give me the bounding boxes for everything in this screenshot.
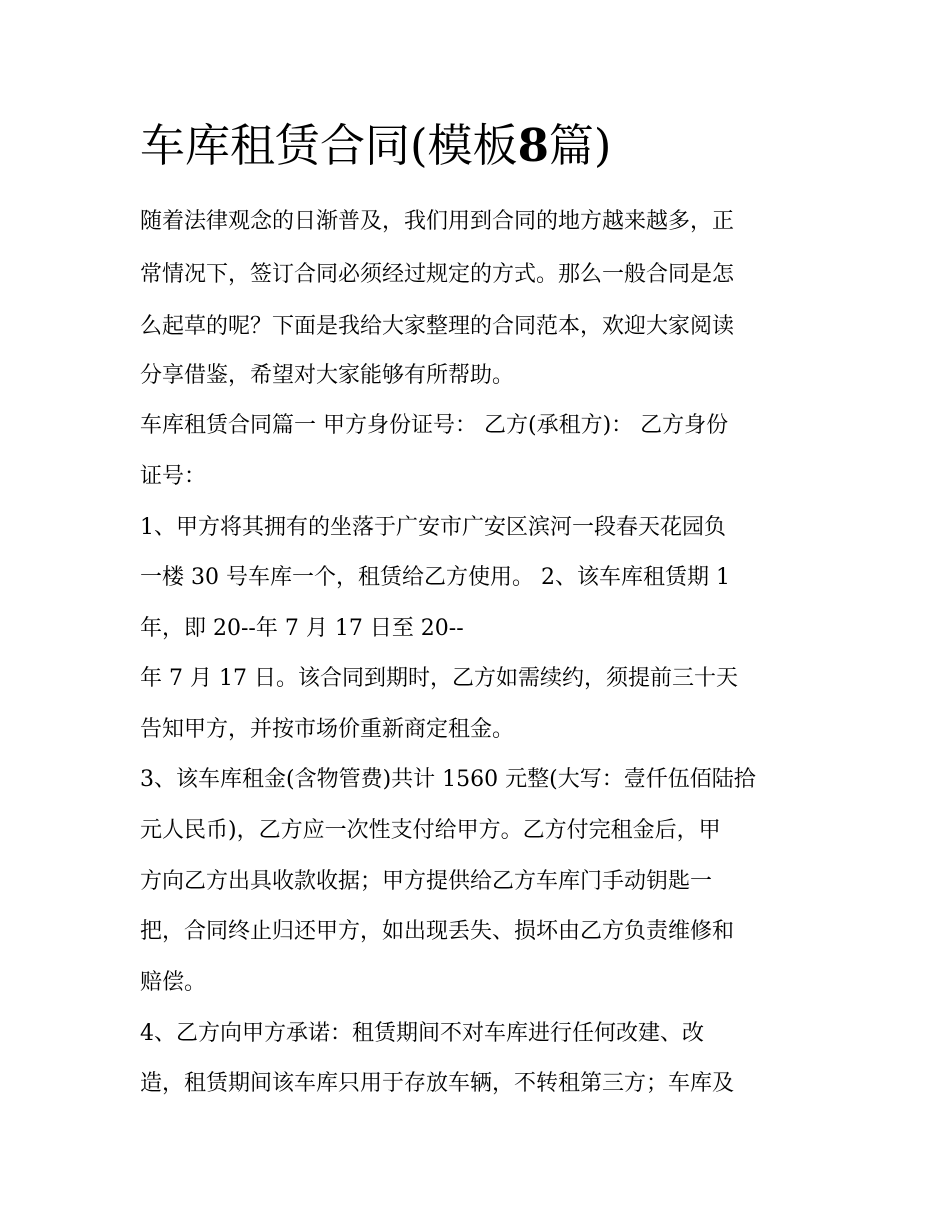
body-line: 1、甲方将其拥有的坐落于广安市广安区滨河一段春天花园负 [140,515,726,540]
body-line: 3、该车库租金(含物管费)共计 1560 元整(大写：壹仟伍佰陆拾 [140,767,756,792]
body-line: 证号： [140,464,207,489]
body-line: 方向乙方出具收款收据；甲方提供给乙方车库门手动钥匙一 [140,869,713,894]
body-line: 么起草的呢？下面是我给大家整理的合同范本，欢迎大家阅读 [140,314,735,339]
body-line: 4、乙方向甲方承诺：租赁期间不对车库进行任何改建、改 [140,1021,704,1046]
body-line: 随着法律观念的日渐普及，我们用到合同的地方越来越多，正 [140,209,735,234]
body-line: 告知甲方，并按市场价重新商定租金。 [140,717,515,742]
body-line: 造，租赁期间该车库只用于存放车辆，不转租第三方；车库及 [140,1071,735,1096]
document-title [140,116,611,176]
body-line: 常情况下，签订合同必须经过规定的方式。那么一般合同是怎 [140,262,735,287]
title-number: 8 [517,119,549,172]
body-line: 车库租赁合同篇一 甲方身份证号： 乙方(承租方)： 乙方身份 [140,413,729,438]
title-prefix: 车库租赁合同(模板 [140,119,518,172]
body-line: 把，合同终止归还甲方，如出现丢失、损坏由乙方负责维修和 [140,919,735,944]
body-line: 元人民币)，乙方应一次性支付给甲方。乙方付完租金后，甲 [140,818,721,843]
body-line: 年 7 月 17 日。该合同到期时，乙方如需续约，须提前三十天 [140,666,738,691]
body-line: 赔偿。 [140,970,207,995]
body-line: 分享借鉴，希望对大家能够有所帮助。 [140,363,515,388]
body-line: 年，即 20--年 7 月 17 日至 20-- [140,616,464,641]
body-line: 一楼 30 号车库一个，租赁给乙方使用。 2、该车库租赁期 1 [140,565,730,590]
title-suffix: 篇) [548,119,612,172]
